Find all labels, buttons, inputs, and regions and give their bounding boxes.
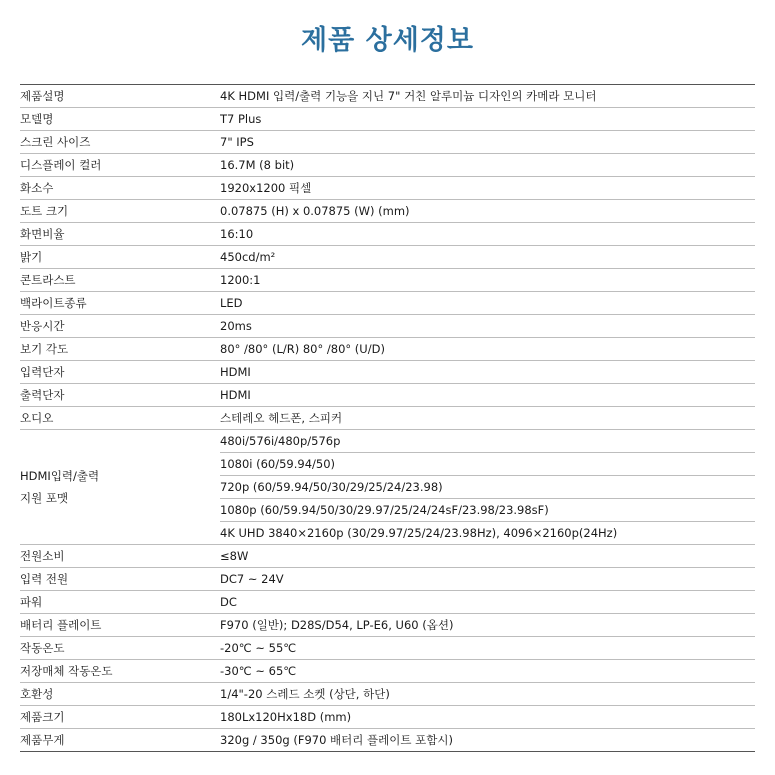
table-row <box>20 660 755 683</box>
row-label: 화소수 <box>20 177 220 200</box>
hdmi-format-label <box>20 430 220 545</box>
hdmi-format-value: 1080p (60/59.94/50/30/29.97/25/24/24sF/23.98/23.98sF) <box>220 499 755 522</box>
row-value: HDMI <box>220 384 755 407</box>
row-value: 7" IPS <box>220 131 755 154</box>
row-value: 320g / 350g (F970 배터리 플레이트 포함시) <box>220 729 755 752</box>
row-value: -30℃ ~ 65℃ <box>220 660 755 683</box>
row-value: LED <box>220 292 755 315</box>
table-row <box>20 315 755 338</box>
row-label: 배터리 플레이트 <box>20 614 220 637</box>
table-row <box>20 361 755 384</box>
row-value: 4K HDMI 입력/출력 기능을 지닌 7" 거친 알루미늄 디자인의 카메라 모니터 <box>220 85 755 108</box>
hdmi-format-label-line1: HDMI입력/출력 <box>20 469 100 483</box>
row-label: 제품크기 <box>20 706 220 729</box>
row-value: -20℃ ~ 55℃ <box>220 637 755 660</box>
row-value: F970 (일반); D28S/D54, LP-E6, U60 (옵션) <box>220 614 755 637</box>
table-row <box>20 384 755 407</box>
table-row <box>20 545 755 568</box>
row-value: 1920x1200 픽셀 <box>220 177 755 200</box>
row-value: 스테레오 헤드폰, 스피커 <box>220 407 755 430</box>
table-row <box>20 338 755 361</box>
row-value: 1200:1 <box>220 269 755 292</box>
row-label: 제품무게 <box>20 729 220 752</box>
row-label: 화면비율 <box>20 223 220 246</box>
row-value: 16:10 <box>220 223 755 246</box>
spec-table <box>20 84 755 752</box>
row-label: 작동온도 <box>20 637 220 660</box>
table-row <box>20 292 755 315</box>
row-label: 모델명 <box>20 108 220 131</box>
row-label: 디스플레이 컬러 <box>20 154 220 177</box>
row-value: 16.7M (8 bit) <box>220 154 755 177</box>
hdmi-format-value: 1080i (60/59.94/50) <box>220 453 755 476</box>
row-value: 180Lx120Hx18D (mm) <box>220 706 755 729</box>
row-label: 도트 크기 <box>20 200 220 223</box>
row-value: ≤8W <box>220 545 755 568</box>
row-value: 80° /80° (L/R) 80° /80° (U/D) <box>220 338 755 361</box>
row-label: 입력 전원 <box>20 568 220 591</box>
row-label: 스크린 사이즈 <box>20 131 220 154</box>
table-row <box>20 729 755 752</box>
row-value: DC <box>220 591 755 614</box>
row-value: HDMI <box>220 361 755 384</box>
hdmi-format-value: 480i/576i/480p/576p <box>220 430 755 453</box>
row-label: 밝기 <box>20 246 220 269</box>
table-row <box>20 706 755 729</box>
row-label: 오디오 <box>20 407 220 430</box>
row-label: 파워 <box>20 591 220 614</box>
row-label: 전원소비 <box>20 545 220 568</box>
row-value: 1/4"-20 스레드 소켓 (상단, 하단) <box>220 683 755 706</box>
row-label: 저장매체 작동온도 <box>20 660 220 683</box>
table-row <box>20 200 755 223</box>
table-row <box>20 430 755 453</box>
table-row <box>20 154 755 177</box>
row-label: 백라이트종류 <box>20 292 220 315</box>
hdmi-format-label-line2: 지원 포맷 <box>20 491 69 505</box>
row-value: DC7 ~ 24V <box>220 568 755 591</box>
table-row <box>20 131 755 154</box>
row-label: 제품설명 <box>20 85 220 108</box>
table-row <box>20 108 755 131</box>
row-value: 20ms <box>220 315 755 338</box>
page-title: 제품 상세정보 <box>301 25 474 56</box>
row-value: 0.07875 (H) x 0.07875 (W) (mm) <box>220 200 755 223</box>
hdmi-format-value: 4K UHD 3840×2160p (30/29.97/25/24/23.98Hz), 4096×2160p(24Hz) <box>220 522 755 545</box>
hdmi-format-value: 720p (60/59.94/50/30/29/25/24/23.98) <box>220 476 755 499</box>
table-row <box>20 683 755 706</box>
table-row <box>20 637 755 660</box>
table-row <box>20 223 755 246</box>
row-label: 콘트라스트 <box>20 269 220 292</box>
table-row <box>20 568 755 591</box>
row-label: 보기 각도 <box>20 338 220 361</box>
row-value: T7 Plus <box>220 108 755 131</box>
row-label: 반응시간 <box>20 315 220 338</box>
row-label: 입력단자 <box>20 361 220 384</box>
row-label: 호환성 <box>20 683 220 706</box>
row-value: 450cd/m² <box>220 246 755 269</box>
table-row <box>20 246 755 269</box>
table-row <box>20 407 755 430</box>
table-row <box>20 614 755 637</box>
table-row <box>20 177 755 200</box>
row-label: 출력단자 <box>20 384 220 407</box>
table-row <box>20 591 755 614</box>
table-row <box>20 85 755 108</box>
table-row <box>20 269 755 292</box>
